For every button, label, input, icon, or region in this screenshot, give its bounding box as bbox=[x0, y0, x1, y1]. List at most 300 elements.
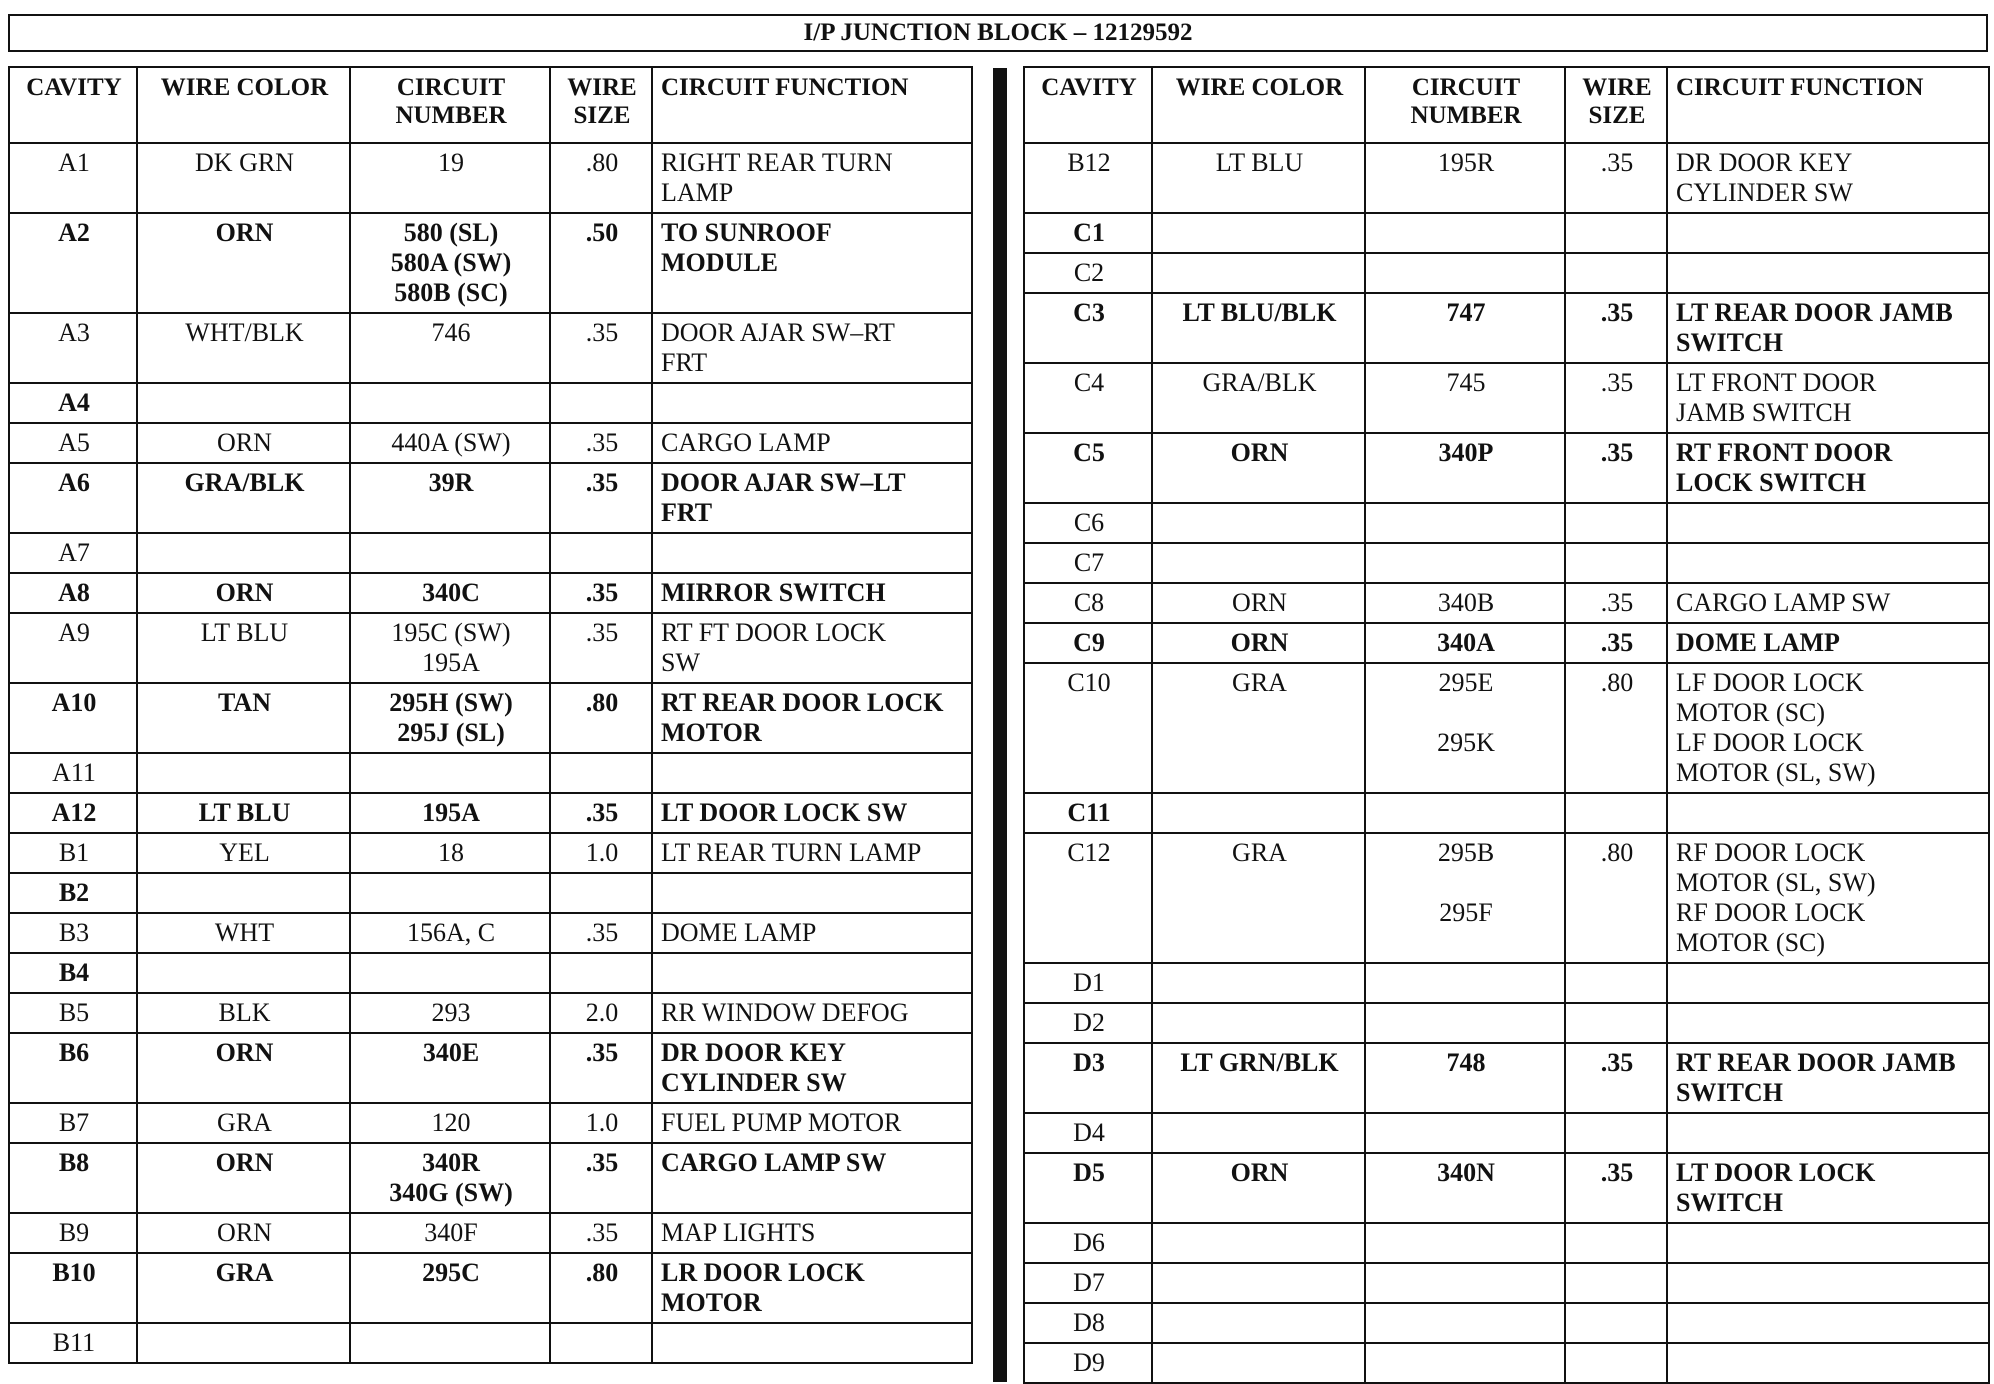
wire-color-cell bbox=[1152, 213, 1365, 253]
table-row bbox=[1024, 1113, 1989, 1153]
circuit-number-cell bbox=[1365, 833, 1565, 963]
wire-size-cell bbox=[550, 533, 652, 573]
circuit-number-cell-line: 19 bbox=[438, 148, 464, 177]
circuit-number-cell bbox=[350, 993, 550, 1033]
wire-color-cell: LT BLU/BLK bbox=[1152, 293, 1365, 363]
table-row bbox=[1024, 363, 1989, 433]
circuit-function-cell-line: RT REAR DOOR JAMB bbox=[1676, 1048, 1956, 1077]
circuit-number-cell bbox=[350, 833, 550, 873]
circuit-number-cell-line: 340G (SW) bbox=[389, 1178, 513, 1207]
circuit-number-cell bbox=[1365, 143, 1565, 213]
circuit-number-header: CIRCUIT NUMBER bbox=[1365, 67, 1565, 143]
circuit-function-cell-line: MODULE bbox=[661, 248, 778, 277]
cavity-cell: D6 bbox=[1024, 1223, 1152, 1263]
junction-block-document bbox=[8, 14, 1988, 1377]
left-table-body bbox=[9, 143, 972, 1363]
wire-color-cell bbox=[1152, 1343, 1365, 1383]
wire-color-cell: GRA bbox=[1152, 833, 1365, 963]
table-row bbox=[1024, 583, 1989, 623]
wire-color-cell bbox=[137, 953, 350, 993]
circuit-number-cell-line: 340E bbox=[422, 1038, 480, 1067]
circuit-number-cell-line bbox=[1374, 1308, 1558, 1338]
circuit-function-cell-line: CYLINDER SW bbox=[1676, 178, 1853, 207]
cavity-cell: D4 bbox=[1024, 1113, 1152, 1153]
circuit-number-cell-line: 195C (SW) bbox=[391, 618, 511, 647]
circuit-function-cell-line: LT REAR TURN LAMP bbox=[661, 838, 922, 867]
wire-color-cell bbox=[1152, 1303, 1365, 1343]
table-row bbox=[9, 613, 972, 683]
wire-size-cell: .35 bbox=[550, 613, 652, 683]
wire-size-cell bbox=[1565, 213, 1667, 253]
wire-size-cell: .35 bbox=[550, 1033, 652, 1103]
circuit-number-cell-line: 440A (SW) bbox=[391, 428, 511, 457]
circuit-function-cell-line: MOTOR bbox=[661, 1288, 762, 1317]
wire-size-cell: .35 bbox=[550, 793, 652, 833]
circuit-function-cell bbox=[652, 753, 972, 793]
circuit-number-cell bbox=[350, 873, 550, 913]
table-row bbox=[9, 753, 972, 793]
table-row bbox=[9, 873, 972, 913]
circuit-function-header: CIRCUIT FUNCTION bbox=[652, 67, 972, 143]
cavity-cell: A1 bbox=[9, 143, 137, 213]
circuit-number-cell-line bbox=[1374, 758, 1558, 788]
circuit-function-cell bbox=[1667, 363, 1989, 433]
circuit-function-cell bbox=[652, 1323, 972, 1363]
circuit-number-cell bbox=[1365, 1043, 1565, 1113]
circuit-function-cell bbox=[652, 1103, 972, 1143]
circuit-number-cell-line: 295F bbox=[1439, 898, 1493, 927]
circuit-function-cell-line: MOTOR (SL, SW) bbox=[1676, 758, 1876, 787]
circuit-number-cell bbox=[1365, 543, 1565, 583]
wire-color-cell bbox=[1152, 1113, 1365, 1153]
wire-color-cell: ORN bbox=[1152, 583, 1365, 623]
circuit-number-cell-line: 340N bbox=[1437, 1158, 1495, 1187]
cavity-cell: B9 bbox=[9, 1213, 137, 1253]
circuit-function-cell bbox=[1667, 963, 1989, 1003]
circuit-number-cell bbox=[1365, 1113, 1565, 1153]
circuit-function-cell bbox=[652, 143, 972, 213]
wire-color-cell: BLK bbox=[137, 993, 350, 1033]
wire-color-cell: ORN bbox=[137, 1033, 350, 1103]
cavity-header: CAVITY bbox=[9, 67, 137, 143]
circuit-function-cell bbox=[1667, 1003, 1989, 1043]
circuit-number-cell-line: 745 bbox=[1446, 368, 1486, 397]
cavity-cell: A4 bbox=[9, 383, 137, 423]
cavity-cell: C9 bbox=[1024, 623, 1152, 663]
cavity-cell: D1 bbox=[1024, 963, 1152, 1003]
wire-size-cell: .35 bbox=[1565, 143, 1667, 213]
circuit-number-cell-line bbox=[1374, 1348, 1558, 1378]
wire-color-cell: LT GRN/BLK bbox=[1152, 1043, 1365, 1113]
circuit-function-cell bbox=[1667, 1043, 1989, 1113]
wire-color-cell bbox=[1152, 543, 1365, 583]
wire-color-cell: WHT bbox=[137, 913, 350, 953]
circuit-function-header: CIRCUIT FUNCTION bbox=[1667, 67, 1989, 143]
circuit-function-cell bbox=[1667, 833, 1989, 963]
circuit-function-cell-line: SWITCH bbox=[1676, 328, 1783, 357]
wire-size-cell bbox=[1565, 1113, 1667, 1153]
table-row bbox=[1024, 213, 1989, 253]
circuit-number-cell bbox=[1365, 1303, 1565, 1343]
cavity-cell: B11 bbox=[9, 1323, 137, 1363]
cavity-cell: C12 bbox=[1024, 833, 1152, 963]
circuit-function-cell bbox=[652, 833, 972, 873]
wire-size-cell bbox=[1565, 1223, 1667, 1263]
circuit-number-cell bbox=[1365, 213, 1565, 253]
wire-color-cell: ORN bbox=[137, 1213, 350, 1253]
circuit-number-cell-line bbox=[1374, 1268, 1558, 1298]
circuit-function-cell bbox=[1667, 1113, 1989, 1153]
circuit-function-cell bbox=[1667, 213, 1989, 253]
wire-color-cell: GRA/BLK bbox=[1152, 363, 1365, 433]
circuit-function-cell bbox=[1667, 1223, 1989, 1263]
wire-size-cell bbox=[550, 953, 652, 993]
circuit-number-cell bbox=[350, 383, 550, 423]
table-row bbox=[9, 913, 972, 953]
circuit-function-cell bbox=[652, 1143, 972, 1213]
circuit-number-cell-line bbox=[1374, 1008, 1558, 1038]
wire-color-cell bbox=[1152, 1003, 1365, 1043]
circuit-number-cell-line: 340R bbox=[422, 1148, 480, 1177]
cavity-cell: B5 bbox=[9, 993, 137, 1033]
circuit-function-cell-line: DOOR AJAR SW–RT bbox=[661, 318, 895, 347]
table-row bbox=[9, 463, 972, 533]
circuit-function-cell bbox=[652, 573, 972, 613]
cavity-cell: A2 bbox=[9, 213, 137, 313]
circuit-function-cell bbox=[652, 613, 972, 683]
cavity-cell: D8 bbox=[1024, 1303, 1152, 1343]
table-row bbox=[1024, 663, 1989, 793]
circuit-function-cell-line: CARGO LAMP bbox=[661, 428, 831, 457]
table-row bbox=[1024, 1223, 1989, 1263]
circuit-function-cell bbox=[652, 1033, 972, 1103]
circuit-number-cell-line: 746 bbox=[431, 318, 471, 347]
circuit-number-cell-line: 293 bbox=[431, 998, 471, 1027]
wire-color-cell bbox=[137, 1323, 350, 1363]
circuit-number-cell-line bbox=[359, 388, 543, 418]
circuit-function-cell bbox=[652, 313, 972, 383]
circuit-number-cell bbox=[1365, 503, 1565, 543]
table-row bbox=[9, 683, 972, 753]
circuit-number-cell-line bbox=[1374, 258, 1558, 288]
circuit-function-cell-line: CARGO LAMP SW bbox=[1676, 588, 1891, 617]
wire-size-cell: .35 bbox=[1565, 583, 1667, 623]
circuit-number-cell-line: 580B (SC) bbox=[394, 278, 508, 307]
circuit-function-cell-line: DR DOOR KEY bbox=[661, 1038, 846, 1067]
wire-color-cell: ORN bbox=[137, 573, 350, 613]
circuit-number-cell-line: 580A (SW) bbox=[390, 248, 512, 277]
circuit-function-cell bbox=[1667, 433, 1989, 503]
circuit-function-cell-line: CYLINDER SW bbox=[661, 1068, 847, 1097]
circuit-number-cell bbox=[350, 143, 550, 213]
wire-size-cell: .35 bbox=[1565, 363, 1667, 433]
table-row bbox=[1024, 543, 1989, 583]
circuit-number-header: CIRCUIT NUMBER bbox=[350, 67, 550, 143]
table-row bbox=[1024, 1153, 1989, 1223]
circuit-function-cell bbox=[1667, 1263, 1989, 1303]
circuit-function-cell-line: MOTOR (SC) bbox=[1676, 698, 1826, 727]
circuit-number-cell-line bbox=[359, 1328, 543, 1358]
cavity-cell: C5 bbox=[1024, 433, 1152, 503]
circuit-number-cell-line: 340B bbox=[1437, 588, 1495, 617]
circuit-number-cell bbox=[350, 573, 550, 613]
circuit-function-cell-line: RR WINDOW DEFOG bbox=[661, 998, 909, 1027]
circuit-number-cell bbox=[1365, 793, 1565, 833]
table-row bbox=[9, 953, 972, 993]
circuit-number-cell bbox=[1365, 363, 1565, 433]
circuit-function-cell-line: LF DOOR LOCK bbox=[1676, 728, 1864, 757]
circuit-number-cell bbox=[1365, 293, 1565, 363]
wire-color-cell bbox=[137, 383, 350, 423]
circuit-number-cell bbox=[350, 423, 550, 463]
wire-size-cell: .35 bbox=[1565, 433, 1667, 503]
cavity-cell: C1 bbox=[1024, 213, 1152, 253]
circuit-number-cell-line: 340A bbox=[1437, 628, 1495, 657]
cavity-cell: C6 bbox=[1024, 503, 1152, 543]
circuit-number-cell-line bbox=[359, 958, 543, 988]
circuit-function-cell-line: MOTOR bbox=[661, 718, 762, 747]
circuit-function-cell-line: CARGO LAMP SW bbox=[661, 1148, 887, 1177]
circuit-number-cell bbox=[1365, 963, 1565, 1003]
circuit-function-cell-line: JAMB SWITCH bbox=[1676, 398, 1852, 427]
circuit-function-cell-line: RT REAR DOOR LOCK bbox=[661, 688, 944, 717]
table-row bbox=[1024, 793, 1989, 833]
circuit-function-cell bbox=[1667, 293, 1989, 363]
circuit-number-cell-line bbox=[1374, 798, 1558, 828]
cavity-cell: B8 bbox=[9, 1143, 137, 1213]
table-row bbox=[9, 833, 972, 873]
circuit-function-cell bbox=[1667, 583, 1989, 623]
circuit-function-cell-line: DOOR AJAR SW–LT bbox=[661, 468, 906, 497]
circuit-number-cell-line: 295E bbox=[1438, 668, 1494, 697]
wire-size-cell bbox=[1565, 1303, 1667, 1343]
circuit-number-cell bbox=[350, 953, 550, 993]
wire-color-cell bbox=[1152, 1263, 1365, 1303]
circuit-number-cell bbox=[350, 613, 550, 683]
wire-size-cell bbox=[550, 383, 652, 423]
cavity-cell: D9 bbox=[1024, 1343, 1152, 1383]
circuit-function-cell-line: LT DOOR LOCK bbox=[1676, 1158, 1876, 1187]
circuit-function-cell-line: RIGHT REAR TURN bbox=[661, 148, 893, 177]
table-row bbox=[1024, 963, 1989, 1003]
wire-color-cell: YEL bbox=[137, 833, 350, 873]
table-row bbox=[9, 383, 972, 423]
wire-color-cell: LT BLU bbox=[1152, 143, 1365, 213]
circuit-function-cell bbox=[1667, 503, 1989, 543]
circuit-number-cell-line: 340C bbox=[422, 578, 480, 607]
circuit-number-cell-line: 195A bbox=[422, 648, 480, 677]
circuit-number-cell bbox=[350, 1253, 550, 1323]
circuit-number-cell-line: 39R bbox=[428, 468, 474, 497]
page-title: I/P JUNCTION BLOCK – 12129592 bbox=[8, 14, 1988, 52]
circuit-number-cell bbox=[350, 753, 550, 793]
table-row bbox=[9, 213, 972, 313]
circuit-number-cell bbox=[350, 683, 550, 753]
cavity-cell: A12 bbox=[9, 793, 137, 833]
circuit-function-cell-line: MOTOR (SL, SW) bbox=[1676, 868, 1876, 897]
wire-size-cell bbox=[1565, 1263, 1667, 1303]
circuit-function-cell-line: LR DOOR LOCK bbox=[661, 1258, 865, 1287]
cavity-cell: B10 bbox=[9, 1253, 137, 1323]
cavity-cell: B3 bbox=[9, 913, 137, 953]
circuit-function-cell bbox=[1667, 253, 1989, 293]
wire-color-cell: ORN bbox=[1152, 1153, 1365, 1223]
wire-color-cell: LT BLU bbox=[137, 613, 350, 683]
table-row bbox=[1024, 143, 1989, 213]
circuit-function-cell-line bbox=[661, 958, 965, 988]
circuit-number-cell-line: 748 bbox=[1446, 1048, 1486, 1077]
circuit-function-cell-line bbox=[661, 538, 965, 568]
table-row bbox=[9, 1033, 972, 1103]
wire-color-cell: ORN bbox=[1152, 433, 1365, 503]
circuit-function-cell-line: LOCK SWITCH bbox=[1676, 468, 1866, 497]
circuit-number-cell-line: 295B bbox=[1437, 838, 1495, 867]
circuit-number-cell bbox=[350, 1103, 550, 1143]
wire-size-cell: 1.0 bbox=[550, 1103, 652, 1143]
cavity-cell: A3 bbox=[9, 313, 137, 383]
circuit-function-cell bbox=[652, 383, 972, 423]
circuit-function-cell bbox=[1667, 1343, 1989, 1383]
circuit-number-cell-line bbox=[359, 758, 543, 788]
circuit-number-cell-line bbox=[1374, 698, 1558, 728]
circuit-number-cell-line bbox=[1374, 548, 1558, 578]
circuit-function-cell-line: SW bbox=[661, 648, 700, 677]
circuit-number-cell bbox=[350, 1213, 550, 1253]
cavity-cell: A6 bbox=[9, 463, 137, 533]
wire-color-cell bbox=[137, 753, 350, 793]
wire-size-cell: .35 bbox=[550, 313, 652, 383]
circuit-function-cell-line bbox=[1676, 798, 1982, 828]
circuit-function-cell bbox=[652, 423, 972, 463]
wire-color-cell: TAN bbox=[137, 683, 350, 753]
circuit-number-cell-line: 195A bbox=[422, 798, 480, 827]
cavity-cell: A5 bbox=[9, 423, 137, 463]
circuit-number-cell bbox=[350, 793, 550, 833]
circuit-function-cell bbox=[1667, 793, 1989, 833]
wire-color-cell: GRA bbox=[137, 1253, 350, 1323]
circuit-function-cell bbox=[652, 533, 972, 573]
circuit-function-cell bbox=[652, 213, 972, 313]
wire-size-cell bbox=[550, 873, 652, 913]
table-row bbox=[9, 1323, 972, 1363]
cavity-cell: C11 bbox=[1024, 793, 1152, 833]
circuit-function-cell bbox=[652, 463, 972, 533]
circuit-function-cell bbox=[652, 683, 972, 753]
cavity-cell: B7 bbox=[9, 1103, 137, 1143]
table-row bbox=[9, 1253, 972, 1323]
right-table-body bbox=[1024, 143, 1989, 1383]
circuit-function-cell bbox=[652, 993, 972, 1033]
wire-color-cell: GRA bbox=[137, 1103, 350, 1143]
circuit-number-cell-line: 120 bbox=[431, 1108, 471, 1137]
wire-size-cell: .50 bbox=[550, 213, 652, 313]
circuit-function-cell-line: MAP LIGHTS bbox=[661, 1218, 816, 1247]
wire-color-cell: DK GRN bbox=[137, 143, 350, 213]
circuit-function-cell-line bbox=[1676, 258, 1982, 288]
circuit-function-cell bbox=[652, 1213, 972, 1253]
circuit-function-cell-line: SWITCH bbox=[1676, 1078, 1783, 1107]
circuit-function-cell-line: LAMP bbox=[661, 178, 734, 207]
circuit-number-cell-line bbox=[359, 878, 543, 908]
circuit-function-cell-line: RF DOOR LOCK bbox=[1676, 898, 1866, 927]
circuit-number-cell-line: 156A, C bbox=[406, 918, 496, 947]
circuit-function-cell-line bbox=[1676, 1268, 1982, 1298]
circuit-number-cell-line: 747 bbox=[1446, 298, 1486, 327]
wire-color-cell bbox=[137, 533, 350, 573]
wire-size-header: WIRE SIZE bbox=[550, 67, 652, 143]
circuit-function-cell-line: LT DOOR LOCK SW bbox=[661, 798, 908, 827]
circuit-function-cell-line bbox=[1676, 508, 1982, 538]
table-row bbox=[1024, 1263, 1989, 1303]
wire-size-cell bbox=[1565, 1343, 1667, 1383]
wire-size-cell bbox=[550, 1323, 652, 1363]
circuit-number-cell-line bbox=[1374, 1228, 1558, 1258]
table-row bbox=[9, 423, 972, 463]
circuit-number-cell-line bbox=[1374, 508, 1558, 538]
circuit-number-cell bbox=[1365, 253, 1565, 293]
cavity-cell: C3 bbox=[1024, 293, 1152, 363]
circuit-function-cell-line: SWITCH bbox=[1676, 1188, 1783, 1217]
wire-color-cell: ORN bbox=[137, 423, 350, 463]
wire-color-cell bbox=[1152, 793, 1365, 833]
wire-color-header: WIRE COLOR bbox=[137, 67, 350, 143]
header-row bbox=[9, 67, 972, 143]
wire-size-cell: .35 bbox=[1565, 1043, 1667, 1113]
circuit-function-cell-line: LT REAR DOOR JAMB bbox=[1676, 298, 1953, 327]
cavity-cell: B1 bbox=[9, 833, 137, 873]
table-row bbox=[9, 1103, 972, 1143]
wire-size-cell: .80 bbox=[1565, 663, 1667, 793]
circuit-number-cell-line: 340F bbox=[424, 1218, 478, 1247]
right-cavity-table bbox=[1023, 66, 1990, 1384]
circuit-function-cell-line bbox=[1676, 1118, 1982, 1148]
circuit-function-cell-line: FRT bbox=[661, 348, 708, 377]
cavity-cell: C7 bbox=[1024, 543, 1152, 583]
cavity-cell: C2 bbox=[1024, 253, 1152, 293]
circuit-number-cell bbox=[350, 213, 550, 313]
circuit-function-cell-line: RT FT DOOR LOCK bbox=[661, 618, 887, 647]
table-row bbox=[9, 1213, 972, 1253]
circuit-number-cell-line: 580 (SL) bbox=[403, 218, 499, 247]
wire-color-cell: GRA/BLK bbox=[137, 463, 350, 533]
circuit-function-cell-line: TO SUNROOF bbox=[661, 218, 832, 247]
circuit-function-cell-line bbox=[1676, 548, 1982, 578]
circuit-number-cell-line bbox=[1374, 968, 1558, 998]
circuit-number-cell-line: 340P bbox=[1438, 438, 1494, 467]
circuit-number-cell bbox=[1365, 663, 1565, 793]
wire-color-cell: ORN bbox=[1152, 623, 1365, 663]
wire-size-cell: .35 bbox=[550, 1143, 652, 1213]
wire-size-cell: .35 bbox=[550, 573, 652, 613]
table-row bbox=[1024, 1343, 1989, 1383]
wire-size-cell: .35 bbox=[1565, 1153, 1667, 1223]
circuit-function-cell-line bbox=[661, 758, 965, 788]
circuit-number-cell-line: 295K bbox=[1437, 728, 1495, 757]
circuit-number-cell-line: 295J (SL) bbox=[397, 718, 505, 747]
cavity-header: CAVITY bbox=[1024, 67, 1152, 143]
left-cavity-table bbox=[8, 66, 973, 1364]
circuit-number-cell-line: 195R bbox=[1437, 148, 1495, 177]
wire-size-cell: .35 bbox=[1565, 623, 1667, 663]
circuit-function-cell bbox=[652, 1253, 972, 1323]
wire-size-cell: .35 bbox=[550, 463, 652, 533]
table-row bbox=[1024, 293, 1989, 363]
cavity-cell: A7 bbox=[9, 533, 137, 573]
wire-color-header: WIRE COLOR bbox=[1152, 67, 1365, 143]
circuit-function-cell-line bbox=[661, 1328, 965, 1358]
cavity-cell: D3 bbox=[1024, 1043, 1152, 1113]
circuit-number-cell bbox=[1365, 1003, 1565, 1043]
